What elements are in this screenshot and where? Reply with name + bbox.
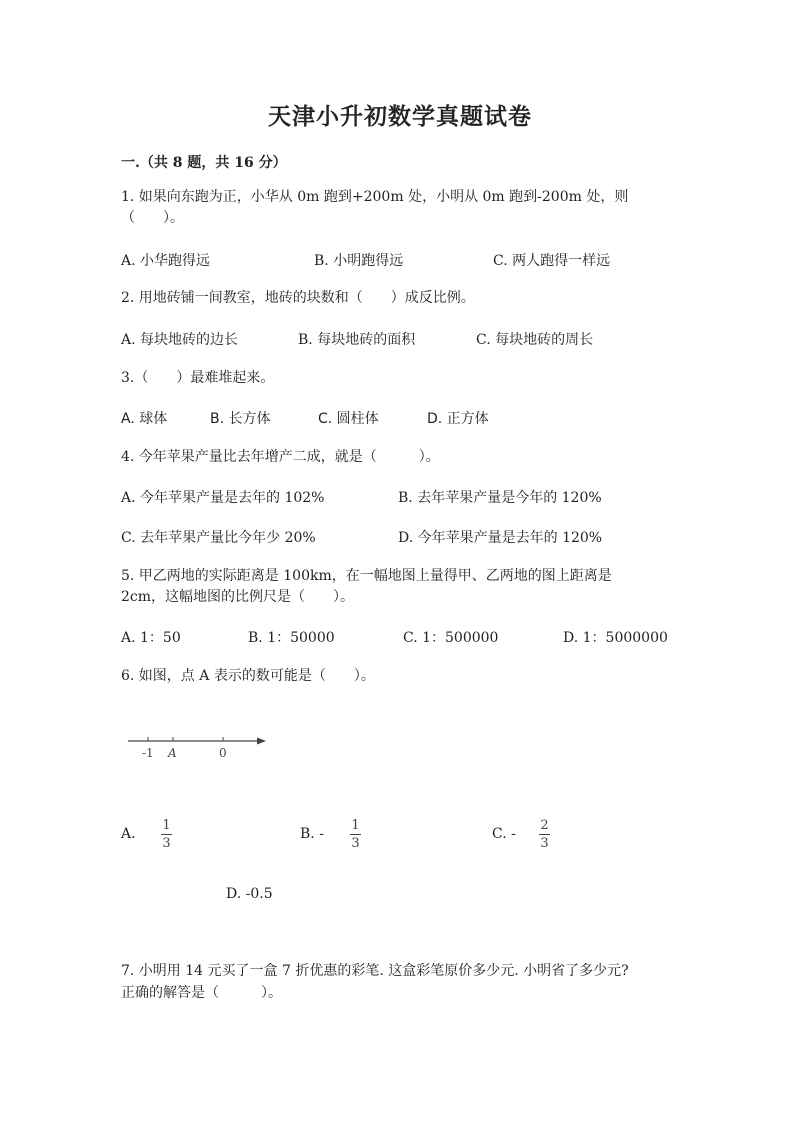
question-4-option-b: B. 去年苹果产量是今年的 120% [398, 490, 602, 506]
question-4-line-1: 4. 今年苹果产量比去年增产二成，就是（ ）。 [121, 449, 440, 465]
fraction-numerator: 1 [162, 818, 171, 833]
question-3-option-b: B. 长方体 [210, 411, 271, 427]
fraction-numerator: 2 [540, 818, 549, 833]
question-4-option-d: D. 今年苹果产量是去年的 120% [398, 530, 603, 546]
page-title: 天津小升初数学真题试卷 [268, 103, 532, 130]
question-6-option-d: D. -0.5 [226, 886, 273, 902]
question-3-line-1: 3.（ ）最难堆起来。 [121, 370, 275, 386]
question-5-line-2: 2cm，这幅地图的比例尺是（ ）。 [121, 589, 355, 605]
question-7-line-2: 正确的解答是（ ）。 [121, 985, 282, 1001]
fraction-denominator: 3 [540, 836, 549, 851]
fraction-numerator: 1 [351, 818, 360, 833]
question-6-option-c-prefix: C. - [492, 826, 516, 842]
question-2-option-c: C. 每块地砖的周长 [476, 332, 594, 348]
question-2-option-a: A. 每块地砖的边长 [121, 332, 239, 348]
fraction-denominator: 3 [351, 836, 360, 851]
question-6-option-c-fraction [539, 818, 550, 851]
question-1-option-a: A. 小华跑得远 [121, 253, 211, 269]
question-3-option-a: A. 球体 [121, 411, 168, 427]
section-heading: 一.（共 8 题，共 16 分） [121, 155, 287, 171]
fraction-bar [350, 834, 361, 835]
question-6-line-1: 6. 如图，点 A 表示的数可能是（ ）。 [121, 668, 375, 684]
question-6-option-b-prefix: B. - [300, 826, 324, 842]
fraction-bar [539, 834, 550, 835]
question-6-option-a-prefix: A. [121, 826, 136, 842]
number-line-label-a: A [168, 746, 177, 760]
question-1-line-2: （ ）。 [121, 210, 184, 226]
question-1-option-c: C. 两人跑得一样远 [493, 253, 611, 269]
fraction-bar [161, 834, 172, 835]
number-line-figure [126, 730, 271, 764]
question-5-option-d: D. 1：5000000 [563, 630, 668, 646]
question-3-option-c: C. 圆柱体 [318, 411, 379, 427]
question-5-option-a: A. 1：50 [121, 630, 181, 646]
question-6-option-b-fraction [350, 818, 361, 851]
question-5-option-b: B. 1：50000 [248, 630, 335, 646]
number-line-label-zero: 0 [219, 746, 227, 760]
fraction-denominator: 3 [162, 836, 171, 851]
question-1-option-b: B. 小明跑得远 [314, 253, 404, 269]
number-line-label-neg1: -1 [142, 746, 154, 760]
question-3-option-d: D. 正方体 [427, 411, 489, 427]
question-2-line-1: 2. 用地砖铺一间教室，地砖的块数和（ ）成反比例。 [121, 290, 475, 306]
question-5-line-1: 5. 甲乙两地的实际距离是 100km，在一幅地图上量得甲、乙两地的图上距离是 [121, 568, 612, 584]
question-2-option-b: B. 每块地砖的面积 [298, 332, 416, 348]
question-6-option-a-fraction [161, 818, 172, 851]
question-4-option-c: C. 去年苹果产量比今年少 20% [121, 530, 316, 546]
question-5-option-c: C. 1：500000 [403, 630, 499, 646]
question-7-line-1: 7. 小明用 14 元买了一盒 7 折优惠的彩笔. 这盒彩笔原价多少元. 小明省了多少元? [121, 963, 629, 979]
question-4-option-a: A. 今年苹果产量是去年的 102% [121, 490, 325, 506]
question-1-line-1: 1. 如果向东跑为正，小华从 0m 跑到+200m 处，小明从 0m 跑到-200m 处，则 [121, 189, 629, 205]
